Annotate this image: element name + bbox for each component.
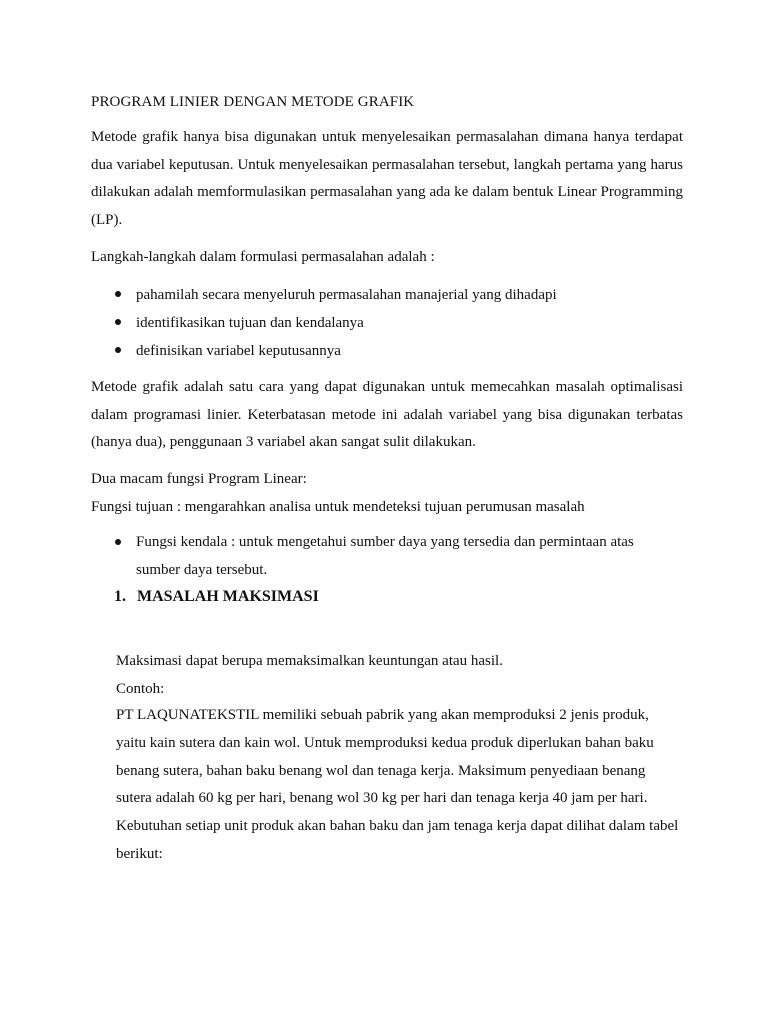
section-number: 1. (114, 588, 126, 605)
bullet-icon (115, 539, 121, 545)
steps-intro-paragraph: Langkah-langkah dalam formulasi permasalahan adalah : (91, 249, 435, 265)
document-title: PROGRAM LINIER DENGAN METODE GRAFIK (91, 94, 415, 110)
list-item (91, 529, 681, 584)
list-item (91, 337, 681, 365)
intro-paragraph: Metode grafik hanya bisa digunakan untuk menyelesaikan permasalahan dimana hanya terdapat dua variabel keputusan. Untuk menyelesaikan permasalahan tersebut, langkah pertama yang harus dilakukan adalah memformulasikan permasalahan yang ada ke dalam bentuk Linear Programming (LP). (91, 129, 683, 228)
list-item (91, 309, 681, 337)
section-title: MASALAH MAKSIMASI (137, 588, 319, 605)
contoh-label: Contoh: (116, 681, 165, 697)
bullet-icon (115, 291, 121, 297)
list-item-text: pahamilah secara menyeluruh permasalahan manajerial yang dihadapi (136, 287, 557, 303)
bullet-icon (115, 319, 121, 325)
list-item-text: identifikasikan tujuan dan kendalanya (136, 315, 364, 331)
fungsi-tujuan-line: Fungsi tujuan : mengarahkan analisa untuk mendeteksi tujuan perumusan masalah (91, 499, 585, 515)
metode-paragraph: Metode grafik adalah satu cara yang dapat digunakan untuk memecahkan masalah optimalisasi dalam programasi linier. Keterbatasan metode ini adalah variabel yang bisa digunakan terbatas (hanya dua), penggunaan 3 variabel akan sangat sulit dilakukan. (91, 379, 683, 450)
example-paragraph: PT LAQUNATEKSTIL memiliki sebuah pabrik yang akan memproduksi 2 jenis produk, yaitu kain sutera dan kain wol. Untuk memproduksi kedua produk diperlukan bahan baku benang sutera, bahan baku benang wol dan tenaga kerja. Maksimum penyediaan benang sutera adalah 60 kg per hari, benang wol 30 kg per hari dan tenaga kerja 40 jam per hari. Kebutuhan setiap unit produk akan bahan baku dan jam tenaga kerja dapat dilihat dalam tabel berikut: (116, 707, 679, 862)
steps-list (91, 281, 681, 365)
fungsi-block (91, 465, 683, 521)
maksimasi-definition: Maksimasi dapat berupa memaksimalkan keuntungan atau hasil. (116, 653, 503, 669)
section-heading (114, 583, 319, 610)
list-item (91, 281, 681, 309)
bullet-icon (115, 347, 121, 353)
dua-macam-line: Dua macam fungsi Program Linear: (91, 471, 307, 487)
fungsi-kendala-list (91, 529, 681, 584)
list-item-text: Fungsi kendala : untuk mengetahui sumber daya yang tersedia dan permintaan atas sumber daya tersebut. (136, 534, 634, 578)
list-item-text: definisikan variabel keputusannya (136, 343, 341, 359)
